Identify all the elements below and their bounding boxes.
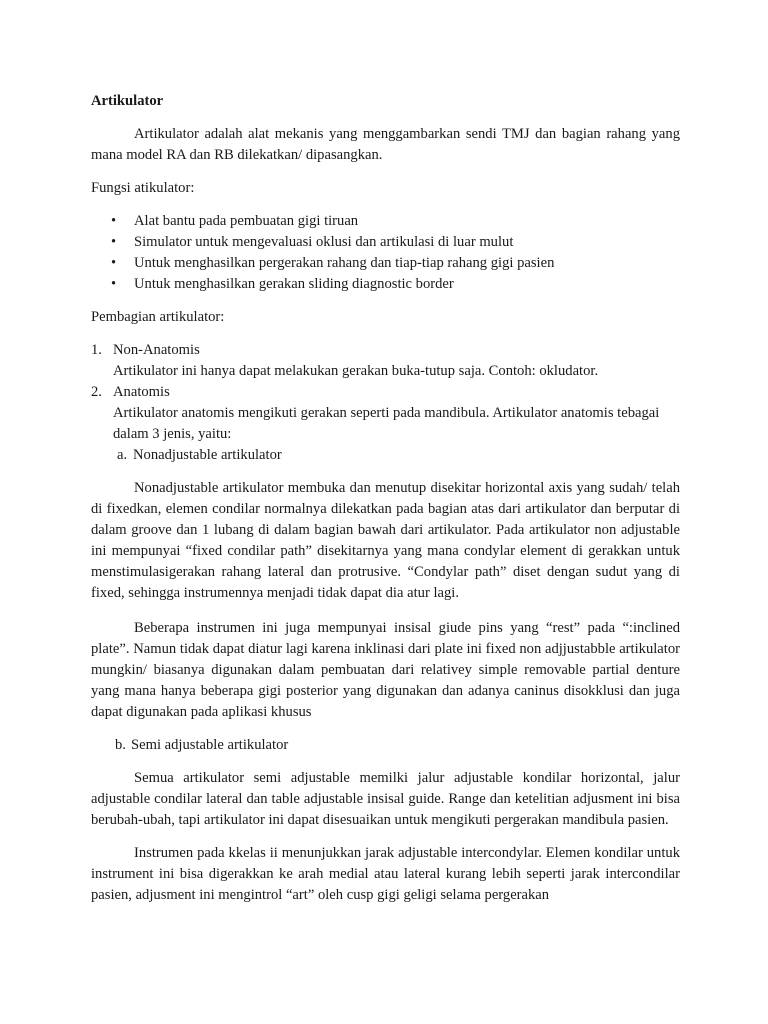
sub-item-nonadjustable xyxy=(113,445,680,466)
sub-item-label: b. xyxy=(115,737,126,753)
semi-adjustable-paragraph-2: Instrumen pada kkelas ii menunjukkan jarak adjustable intercondylar. Elemen kondilar untuk instrument ini bisa digerakkan ke arah medial atau lateral kurang lebih seperti jarak intercondilar pasien, adjusment ini mengintrol “art” oleh cusp gigi geligi selama pergerakan xyxy=(91,845,680,903)
sub-item-label: a. xyxy=(117,447,128,463)
list-number: 2. xyxy=(91,384,102,400)
list-item xyxy=(91,232,680,253)
bullet-icon: • xyxy=(111,255,117,271)
list-item-description: Artikulator anatomis mengikuti gerakan seperti pada mandibula. Artikulator anatomis tebagai dalam 3 jenis, yaitu: xyxy=(113,405,660,442)
pembagian-list xyxy=(91,340,680,466)
fungsi-list xyxy=(91,211,680,295)
pembagian-label: Pembagian artikulator: xyxy=(91,309,225,325)
document-page xyxy=(91,91,680,906)
list-item-title: Non-Anatomis xyxy=(113,342,200,358)
bullet-icon: • xyxy=(111,276,117,292)
list-item-anatomis xyxy=(91,382,680,466)
list-item-text: Alat bantu pada pembuatan gigi tiruan xyxy=(134,213,359,229)
list-item-text: Untuk menghasilkan gerakan sliding diagnostic border xyxy=(134,276,454,292)
list-number: 1. xyxy=(91,342,102,358)
document-heading: Artikulator xyxy=(91,93,164,109)
list-item xyxy=(91,253,680,274)
list-item-text: Simulator untuk mengevaluasi oklusi dan artikulasi di luar mulut xyxy=(134,234,514,250)
bullet-icon: • xyxy=(111,213,117,229)
list-item-title: Anatomis xyxy=(113,384,170,400)
sub-item-title: Nonadjustable artikulator xyxy=(133,447,282,463)
list-item xyxy=(91,211,680,232)
sub-item-semi-adjustable xyxy=(91,735,680,756)
list-item-non-anatomis xyxy=(91,340,680,382)
semi-adjustable-paragraph-1: Semua artikulator semi adjustable memilki jalur adjustable kondilar horizontal, jalur adjustable condilar lateral dan table adjustable insisal guide. Range dan ketelitian adjusment ini bisa berubah-ubah, tapi artikulator ini dapat disesuaikan untuk mengikuti pergerakan mandibula pasien. xyxy=(91,770,680,828)
bullet-icon: • xyxy=(111,234,117,250)
fungsi-label: Fungsi atikulator: xyxy=(91,180,195,196)
nonadjustable-paragraph-1: Nonadjustable artikulator membuka dan menutup disekitar horizontal axis yang sudah/ telah di fixedkan, elemen condilar normalnya dilekatkan pada bagian atas dari artikulator dan berputar di dalam groove dan 1 lubang di dalam bagian bawah dari artikulator. Pada artikulator non adjustable ini mempunyai “fixed condilar path” disekitarnya yang mana condylar element di gerakkan untuk menstimulasigerakan rahang lateral dan protrusive. “Condylar path” diset dengan sudut yang di fixed, sehingga instrumennya menjadi tidak dapat dia atur lagi. xyxy=(91,480,680,601)
list-item xyxy=(91,274,680,295)
list-item-text: Untuk menghasilkan pergerakan rahang dan tiap-tiap rahang gigi pasien xyxy=(134,255,555,271)
sub-item-title: Semi adjustable artikulator xyxy=(131,737,289,753)
nonadjustable-paragraph-2: Beberapa instrumen ini juga mempunyai insisal giude pins yang “rest” pada “:inclined plate”. Namun tidak dapat diatur lagi karena inklinasi dari plate ini fixed non adjjustabble artikulator mungkin/ biasanya digunakan dalam pembuatan dari relativey simple removable partial denture yang mana hanya beberapa gigi posterior yang digunakan dan adanya caninus disokklusi dan juga dapat digunakan pada aplikasi khusus xyxy=(91,620,680,720)
intro-paragraph: Artikulator adalah alat mekanis yang menggambarkan sendi TMJ dan bagian rahang yang mana model RA dan RB dilekatkan/ dipasangkan. xyxy=(91,126,680,163)
list-item-description: Artikulator ini hanya dapat melakukan gerakan buka-tutup saja. Contoh: okludator. xyxy=(113,363,599,379)
